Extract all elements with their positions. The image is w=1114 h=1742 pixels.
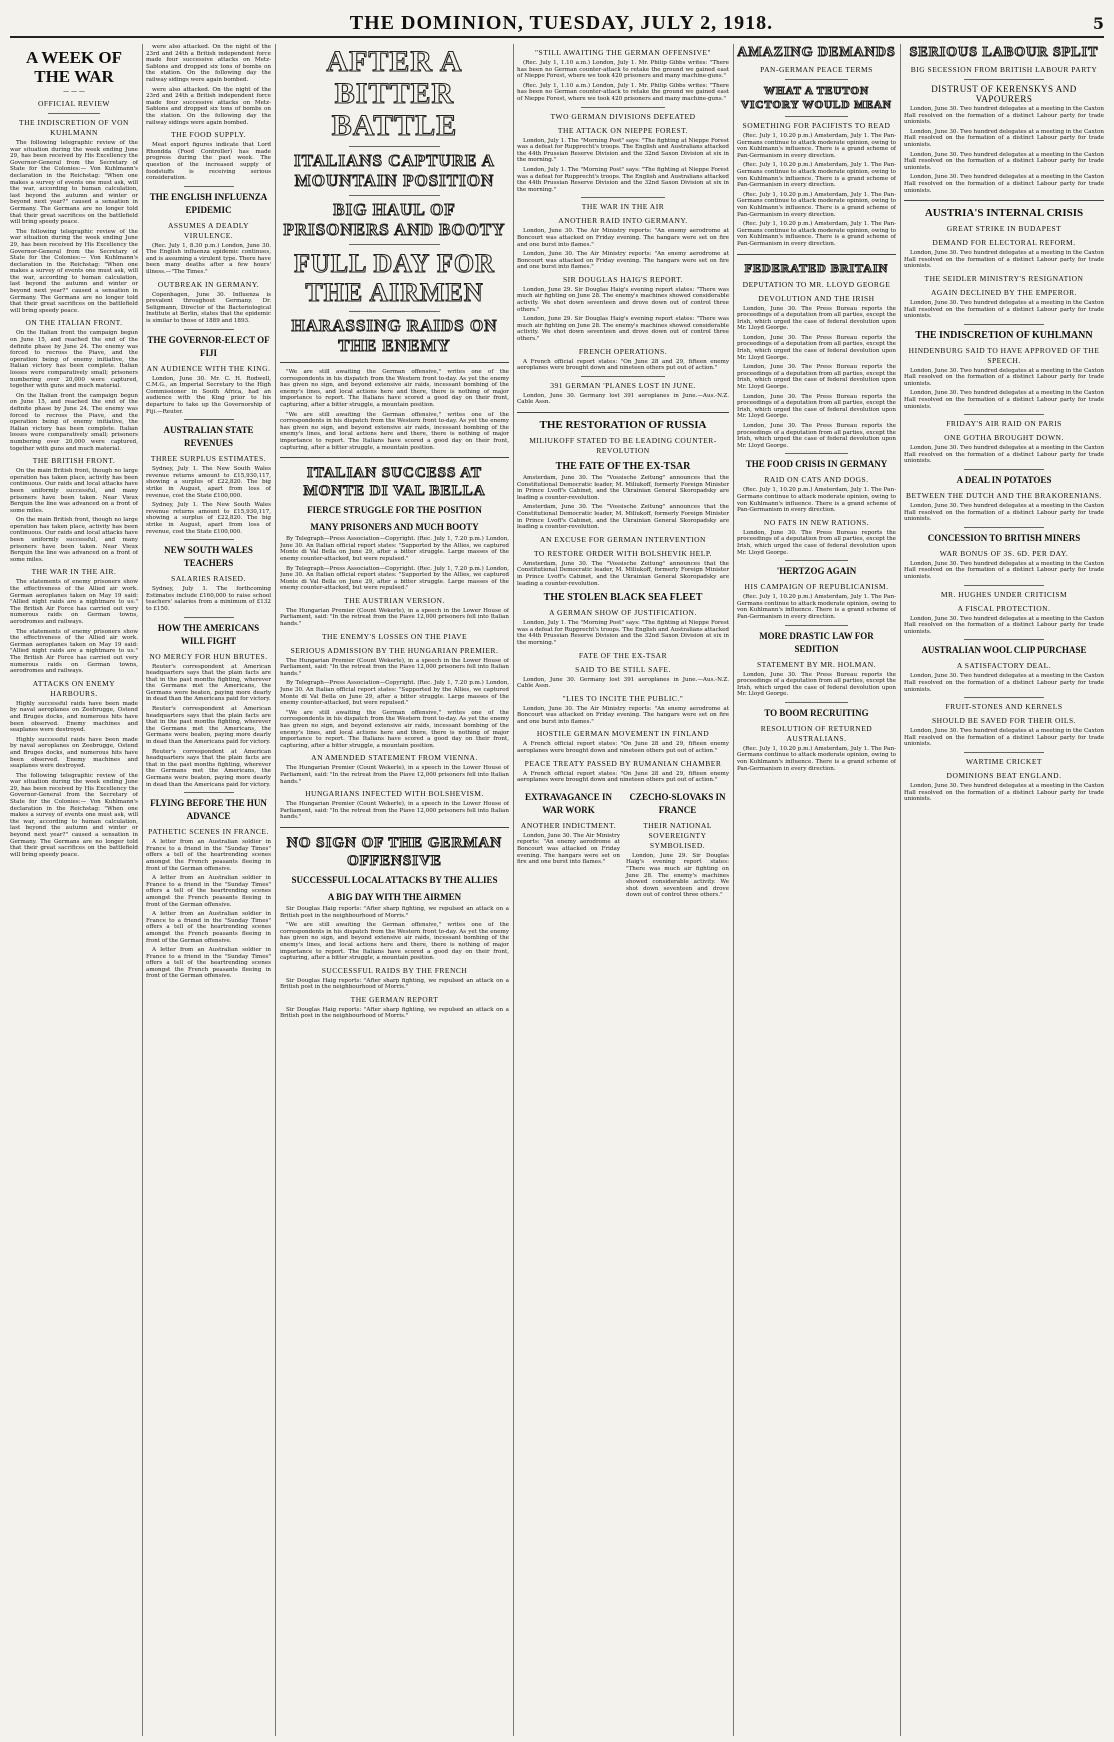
subheadline: THE AUSTRIAN VERSION. <box>344 595 445 605</box>
headline: SERIOUS LABOUR SPLIT <box>909 45 1099 60</box>
article-text: (Rec. July 1, 8.30 p.m.) London, June 30. The English influenza epidemic continues, and is assuming a virulent type. There have been many deaths after a few hours' illness.—"The Times." <box>146 242 271 276</box>
divider <box>785 453 849 454</box>
subheadline: THREE SURPLUS ESTIMATES. <box>150 454 267 464</box>
subheadline: SUCCESSFUL LOCAL ATTACKS BY THE ALLIES <box>291 874 498 885</box>
article-text: London, June 30. The Air Ministry reports: "An enemy aerodrome at Boncourt was attacked on Friday evening. The hangars were set on fire and one burst into flames." <box>517 832 620 866</box>
headline: FEDERATED BRITAIN <box>744 260 889 275</box>
article-text: A French official report states: "On June 28 and 29, fifteen enemy aeroplanes were brought down and nineteen others put out of action." <box>517 770 729 784</box>
divider <box>964 324 1044 325</box>
divider <box>785 560 849 561</box>
divider <box>517 412 729 413</box>
headline: THE INDISCRETION OF KUHLMANN <box>915 329 1093 341</box>
headline: THE RESTORATION OF RUSSIA <box>539 419 707 431</box>
column-rule <box>513 44 514 1736</box>
page-number: 5 <box>1092 13 1104 33</box>
divider <box>964 585 1044 586</box>
subheadline: ON THE ITALIAN FRONT. <box>25 318 123 328</box>
column-rule <box>275 44 276 1736</box>
subheadline: OUTBREAK IN GERMANY. <box>157 279 260 289</box>
divider <box>964 697 1044 698</box>
headline: WARTIME CRICKET <box>965 756 1042 766</box>
article-text: London, June 30. Two hundred delegates at a meeting in the Caxton Hall resolved on the formation of a distinct Labour party for trade unionists. <box>904 174 1104 194</box>
headline: 'HERTZOG AGAIN <box>776 566 857 577</box>
article-text: Sydney, July 1. The New South Wales revenue returns amount to £15,930,117, showing a surplus of £22,820. The big strike in August, apart from loss of revenue, cost the State £100,000. <box>146 502 271 535</box>
article-text: London, June 30. Mr. C. H. Rodwell, C.M.G., an Imperial Secretary to the High Commissioner in South Africa, had an audience with the King prior to his departure to take up the Governorship of Fiji.—Reuter. <box>146 375 271 415</box>
article-text: London, June 30. Germany lost 391 aeroplanes in June.—Aus.-N.Z. Cable Assn. <box>517 392 729 406</box>
column-3 <box>280 44 509 1736</box>
headline: TWO GERMAN DIVISIONS DEFEATED <box>550 111 696 121</box>
column-rule <box>733 44 734 1736</box>
subheadline: THE BRITISH FRONT. <box>32 456 116 466</box>
subheadline: ONE GOTHA BROUGHT DOWN. <box>944 433 1064 443</box>
article-text: (Rec. July 1, 1.10 a.m.) London, July 1. Mr. Philip Gibbs writes: "There has been no German counter-attack to retake the ground we gained east of Nieppe Forest, where we took 420 prisoners and many machine-guns." <box>517 82 729 102</box>
divider <box>785 702 849 703</box>
subheadline: THE ENEMY'S LOSSES ON THE PIAVE <box>321 631 468 641</box>
newspaper-title: THE DOMINION, TUESDAY, JULY 2, 1918. <box>349 11 774 34</box>
subheadline: RAID ON CATS AND DOGS. <box>764 475 869 485</box>
subheadline: SERIOUS ADMISSION BY THE HUNGARIAN PREMIER. <box>290 645 499 655</box>
article-text: London, July 1. The "Morning Post" says: "The fighting at Nieppe Forest was a defeat for Rupprecht's troops. The English and Australians attacked the 44th Prussian Reserve Division and the 32nd Saxon Division at six in the morning." <box>517 166 729 193</box>
subheadline: AN AUDIENCE WITH THE KING. <box>146 363 271 373</box>
article-text: London, June 30. Germany lost 391 aeroplanes in June.—Aus.-N.Z. Cable Assn. <box>517 676 729 690</box>
article-text: London, June 30. Two hundred delegates at a meeting in the Caxton Hall resolved on the formation of a distinct Labour party for trade unionists. <box>904 615 1104 635</box>
article-text: Sydney, July 1. The New South Wales revenue returns amount to £15,930,117, showing a surplus of £22,820. The big strike in August, apart from loss of revenue, cost the State £100,000. <box>146 466 271 499</box>
article-text: Reuter's correspondent at American headquarters says that the plain facts are that in the past months fighting, wherever the Germans met the Americans, the Germans were beaten, paying more dearly in dead than the Americans paid for victory. <box>146 748 271 788</box>
subheadline: PEACE TREATY PASSED BY RUMANIAN CHAMBER <box>524 758 722 768</box>
subheadline: WAR BONUS OF 3S. 6D. PER DAY. <box>939 548 1069 558</box>
subheadline: SOMETHING FOR PACIFISTS TO READ <box>742 121 891 130</box>
article-text: London, June 30. Two hundred delegates at a meeting in the Caxton Hall resolved on the formation of a distinct Labour party for trade unionists. <box>904 151 1104 171</box>
divider <box>349 195 441 196</box>
article-text: London, June 30. Two hundred delegates at a meeting in the Caxton Hall resolved on the formation of a distinct Labour party for trade unionists. <box>904 782 1104 803</box>
subheadline: THE FOOD SUPPLY. <box>171 130 246 140</box>
subheadline: DOMINIONS BEAT ENGLAND. <box>946 770 1062 780</box>
masthead <box>10 10 1104 38</box>
article-text: On the Italian front the campaign begun on June 15, and reached the end of the definite phase by June 24. The enemy was forced to recross the Piave, and the operation being of enemy initiative, the Italian victory has been complete. Italian losses were comparatively small; prisoners numbering over 20,000 were captured, together with guns and much material. <box>10 392 138 452</box>
divider <box>737 254 896 255</box>
column-4 <box>517 44 729 1736</box>
divider <box>349 244 441 245</box>
article-text: "We are still awaiting the German offensive," writes one of the correspondents in his dispatch from the Western front to-day. As yet the enemy has given no sign, and beyond extensive air raids, incessant bombing of the enemy's lines, and local actions here and there, there is nothing of major importance to report. The Italians have scored a good day on their front, capturing, after a bitter struggle, a mountain position. <box>280 922 509 962</box>
article-text: By Telegraph—Press Association—Copyright. (Rec. July 1, 7.20 p.m.) London, June 30. An Italian official report states: "Supported by the Allies, we captured Monte di Val Bella on June 29, after a bitter struggle. Large masses of the enemy counter-attacked, but were repulsed." <box>280 536 509 562</box>
article-text: The Hungarian Premier (Count Wekerle), in a speech in the Lower House of Parliament, said: "In the retreat from the Piave 12,000 prisoners fell into Italian hands." <box>280 765 509 785</box>
split-row <box>517 787 729 902</box>
divider <box>581 107 666 108</box>
headline: THE WAR IN THE AIR <box>581 202 665 212</box>
divider <box>184 617 234 618</box>
article-text: Meat export figures indicate that Lord Rhondda (Food Controller) has made progress during the past week. The question of the increased supply of foodstuffs is receiving serious consideration. <box>146 142 271 182</box>
article-text: London, July 1. The "Morning Post" says: "The fighting at Nieppe Forest was a defeat for Rupprecht's troops. The English and Australians attacked the 44th Prussian Reserve Division and the 32nd Saxon Division at six in the morning." <box>517 620 729 646</box>
article-text: Amsterdam, June 30. The "Vossische Zeitung" announces that the Constitutional Democratic leader, M. Miliukoff, formerly Foreign Minister in Prince Lvoff's Cabinet, and the Ukrainian General Skoropadsky are leading a counter-revolution. <box>517 560 729 587</box>
headline: AMAZING DEMANDS <box>737 45 896 60</box>
article-text: A letter from an Australian soldier in France to a friend in the "Sunday Times" offers a tell of the heartrending scenes amongst the French peasants fleeing in front of the German offensive. <box>146 947 271 980</box>
divider <box>280 827 509 828</box>
article-text: London, June 30. The Press Bureau reports the proceedings of a deputation from all parties, except the Irish, which urged the case of federal devolution upon Mr. Lloyd George. <box>737 364 896 391</box>
subheadline: MANY PRISONERS AND MUCH BOOTY <box>310 522 479 533</box>
headline: "STILL AWAITING THE GERMAN OFFENSIVE" <box>534 48 712 57</box>
subheadline: FATE OF THE EX-TSAR <box>578 650 668 660</box>
article-text: Reuter's correspondent at American headquarters says that the plain facts are that in the past months fighting, wherever the Germans met the Americans, the Germans were beaten, paying more dearly in dead than the Americans paid for victory. <box>146 706 271 746</box>
subheadline: SALARIES RAISED. <box>171 574 246 584</box>
article-text: A French official report states: "On June 28 and 29, fifteen enemy aeroplanes were brought down and nineteen others put out of action." <box>517 358 729 372</box>
divider <box>184 186 234 187</box>
subheadline: DEVOLUTION AND THE IRISH <box>758 293 875 303</box>
divider <box>785 79 849 80</box>
article-text: London, June 30. Two hundred delegates at a meeting in the Caxton Hall resolved on the formation of a distinct Labour party for trade unionists. <box>904 445 1104 465</box>
headline: THE FOOD CRISIS IN GERMANY <box>745 459 888 470</box>
article-text: London, June 30. Two hundred delegates at a meeting in the Caxton Hall resolved on the formation of a distinct Labour party for trade unionists. <box>904 250 1104 270</box>
article-text: London, June 30. The Press Bureau reports the proceedings of a deputation from all parties, except the Irish, which urged the case of federal devolution upon Mr. Lloyd George. <box>737 423 896 449</box>
divider <box>785 625 849 626</box>
main-headline: AFTER A BITTER BATTLE <box>326 45 463 142</box>
article-text: The following telegraphic review of the war situation during the week ending June 29, has been received by His Excellency the Governor-General from the Secretary of State for the Colonies:— Von Kuhlmann's declaration in the Reichstag: "When one makes a survey of events one must ask, will the war, according to human calculation, last beyond the autumn and winter or beyond next year?" caused a sensation in Germany. The Germans are no longer told that their great sacrifices on the battlefield will bring speedy peace. <box>10 772 138 858</box>
column-2 <box>146 44 271 1736</box>
article-text: "We are still awaiting the German offensive," writes one of the correspondents in his dispatch from the Western front to-day. As yet the enemy has given no sign, and beyond extensive air raids, incessant bombing of the enemy's lines, and local actions here and there, there is nothing of major importance to report. The Italians have scored a good day on their front, capturing, after a bitter struggle, a mountain position. <box>280 709 509 749</box>
headline: FRUIT-STONES AND KERNELS <box>945 702 1063 712</box>
headline: MORE DRASTIC LAW FOR SEDITION <box>759 630 874 654</box>
subheadline: ASSUMES A DEADLY VIRULENCE. <box>167 220 249 240</box>
split-left <box>517 787 620 902</box>
article-text: Sir Douglas Haig reports: "After sharp fighting, we repulsed an attack on a British post in the neighbourhood of Morris." <box>280 977 509 991</box>
headline: AUSTRALIAN WOOL CLIP PURCHASE <box>921 645 1087 656</box>
article-text: London, June 30. The Air Ministry reports: "An enemy aerodrome at Boncourt was attacked on Friday evening. The hangars were set on fire and one burst into flames." <box>517 705 729 725</box>
divider <box>904 200 1104 201</box>
subheadline: FRENCH OPERATIONS. <box>578 346 668 356</box>
subheadline: THEIR NATIONAL SOVEREIGNTY SYMBOLISED. <box>643 820 712 850</box>
article-text: On the Italian front the campaign begun on June 15, and reached the end of the definite phase by June 24. The enemy was forced to recross the Piave, and the operation being of enemy initiative, the Italian victory has been complete. Italian losses were comparatively small; prisoners numbering over 20,000 were captured, together with guns and much material. <box>10 330 138 390</box>
subheadline: AN EXCUSE FOR GERMAN INTERVENTION <box>540 534 706 544</box>
headline: CONCESSION TO BRITISH MINERS <box>927 532 1081 543</box>
article-text: The Hungarian Premier (Count Wekerle), in a speech in the Lower House of Parliament, said: "In the retreat from the Piave 12,000 prisoners fell into Italian hands." <box>280 607 509 628</box>
article-text: A letter from an Australian soldier in France to a friend in the "Sunday Times" offers a tell of the heartrending scenes amongst the French peasants fleeing in front of the German offensive. <box>146 911 271 944</box>
subheadline: "LIES TO INCITE THE PUBLIC." <box>562 693 684 703</box>
subheadline: BETWEEN THE DUTCH AND THE BRAKORENIANS. <box>906 491 1102 501</box>
subheadline: THE FATE OF THE EX-TSAR <box>555 461 691 472</box>
article-text: Highly successful raids have been made by naval aeroplanes on Zeebrugge, Ostend and Bruges docks, and numerous hits have been observed. Enemy machines and seaplanes were destroyed. <box>10 736 138 770</box>
subheadline: THE WAR IN THE AIR. <box>31 567 117 577</box>
headline: FULL DAY FOR THE AIRMEN <box>294 249 495 307</box>
subheadline: DISTRUST OF KERENSKYS AND VAPOURERS <box>931 84 1077 104</box>
divider <box>280 457 509 458</box>
headline: A WEEK OF THE WAR <box>25 48 123 86</box>
subheadline: THE SEIDLER MINISTRY'S RESIGNATION <box>924 273 1084 283</box>
divider <box>785 116 849 117</box>
article-text: "We are still awaiting the German offensive," writes one of the correspondents in his dispatch from the Western front to-day. As yet the enemy has given no sign, and beyond extensive air raids, incessant bombing of the enemy's lines, and local actions here and there, there is nothing of major importance to report. The Italians have scored a good day on their front, capturing, after a bitter struggle, a mountain position. <box>280 369 509 408</box>
subheadline: THE ATTACK ON NIEPPE FOREST. <box>557 125 689 135</box>
headline: THE ENGLISH INFLUENZA EPIDEMIC <box>149 191 268 215</box>
subheadline: AN AMENDED STATEMENT FROM VIENNA. <box>311 753 478 763</box>
article-text: London, June 30. Two hundred delegates at a meeting in the Caxton Hall resolved on the formation of a distinct Labour party for trade unionists. <box>904 367 1104 387</box>
article-text: London, June 30. Two hundred delegates at a meeting in the Caxton Hall resolved on the formation of a distinct Labour party for trade unionists. <box>904 128 1104 148</box>
headline: EXTRAVAGANCE IN WAR WORK <box>525 791 612 815</box>
article-text: were also attacked. On the night of the 23rd and 24th a British independent force made four successive attacks on Metz-Sablons and dropped six tons of bombs on the station. On the following day the railway sidings were again bombed. <box>146 86 271 126</box>
subheadline: OFFICIAL REVIEW <box>37 99 110 108</box>
article-text: Amsterdam, June 30. The "Vossische Zeitung" announces that the Constitutional Democratic leader, M. Miliukoff, formerly Foreign Minister in Prince Lvoff's Cabinet, and the Ukrainian General Skoropadsky are leading a counter-revolution. <box>517 475 729 501</box>
article-text: London, June 30. The Press Bureau reports the proceedings of a deputation from all parties, except the Irish, which urged the case of federal devolution upon Mr. Lloyd George. <box>737 305 896 332</box>
article-text: "We are still awaiting the German offensive," writes one of the correspondents in his dispatch from the Western front to-day. As yet the enemy has given no sign, and beyond extensive air raids, incessant bombing of the enemy's lines, and local actions here and there, there is nothing of major importance to report. The Italians have scored a good day on their front, capturing, after a bitter struggle, a mountain position. <box>280 411 509 451</box>
subheadline: THE STOLEN BLACK SEA FLEET <box>543 592 703 604</box>
headline: ITALIAN SUCCESS AT MONTE DI VAL BELLA <box>303 465 486 500</box>
subheadline: SIR DOUGLAS HAIG'S REPORT. <box>562 274 684 284</box>
article-text: London, June 30. Two hundred delegates at a meeting in the Caxton Hall resolved on the formation of a distinct Labour party for trade unionists. <box>904 390 1104 410</box>
article-text: The following telegraphic review of the war situation during the week ending June 29, has been received by His Excellency the Governor-General from the Secretary of State for the Colonies:— Von Kuhlmann's declaration in the Reichstag: "When one makes a survey of events one must ask, will the war, according to human calculation, last beyond the autumn and winter or beyond next year?" caused a sensation in Germany. The Germans are no longer told that their great sacrifices on the battlefield will bring speedy peace. <box>10 140 138 226</box>
article-text: London, June 30. Two hundred delegates at a meeting in the Caxton Hall resolved on the formation of a distinct Labour party for trade unionists. <box>904 560 1104 580</box>
article-text: London, June 29. Sir Douglas Haig's evening report states: "There was much air fighting on June 28. The enemy's machines showed considerable activity. We shot down seventeen and drove down out of control three others." <box>517 316 729 343</box>
article-text: (Rec. July 1, 10.20 p.m.) Amsterdam, July 1. The Pan-Germans continue to attack moderate opinion, owing to von Kuhlmann's influence. There is a grand scheme of Pan-Germanism in every direction. <box>737 191 896 218</box>
subheadline: A SATISFACTORY DEAL. <box>956 661 1052 671</box>
headline: HOW THE AMERICANS WILL FIGHT <box>157 622 260 646</box>
subheadline: TO RESTORE ORDER WITH BOLSHEVIK HELP. <box>533 548 713 558</box>
divider <box>184 329 234 330</box>
article-text: London, June 29. Sir Douglas Haig's evening report states: "There was much air fighting on June 28. The enemy's machines showed considerable activity. We shot down seventeen and drove down out of control three others." <box>626 852 729 899</box>
article-text: Sir Douglas Haig reports: "After sharp fighting, we repulsed an attack on a British post in the neighbourhood of Morris." <box>280 1006 509 1020</box>
divider <box>280 362 509 363</box>
article-text: (Rec. July 1, 10.20 p.m.) Amsterdam, July 1. The Pan-Germans continue to attack moderate opinion, owing to von Kuhlmann's influence. There is a grand scheme of Pan-Germanism in every direction. <box>737 745 896 772</box>
subheadline: GREAT STRIKE IN BUDAPEST <box>946 224 1062 234</box>
headline: NEW SOUTH WALES TEACHERS <box>164 545 253 569</box>
article-text: London, July 1. The "Morning Post" says: "The fighting at Nieppe Forest was a defeat for Rupprecht's troops. The English and Australians attacked the 44th Prussian Reserve Division and the 32nd Saxon Division at six in the morning." <box>517 137 729 164</box>
headline: MR. HUGHES UNDER CRITICISM <box>940 589 1068 599</box>
subheadline: THE GERMAN REPORT <box>350 994 439 1004</box>
subheadline: SUCCESSFUL RAIDS BY THE FRENCH <box>321 965 468 975</box>
headline: A DEAL IN POTATOES <box>956 475 1052 486</box>
article-text: A letter from an Australian soldier in France to a friend in the "Sunday Times" offers a tell of the heartrending scenes amongst the French peasants fleeing in front of the German offensive. <box>146 839 271 872</box>
subheadline: A FISCAL PROTECTION. <box>957 603 1051 613</box>
subheadline: FIERCE STRUGGLE FOR THE POSITION <box>307 505 482 516</box>
subheadline: ATTACKS ON ENEMY HARBOURS. <box>32 678 116 698</box>
article-text: (Rec. July 1, 10.20 p.m.) Amsterdam, July 1. The Pan-Germans continue to attack moderate opinion, owing to von Kuhlmann's influence. There is a grand scheme of Pan-Germanism in every direction. <box>737 487 896 514</box>
article-text: Sydney, July 1. The forthcoming Estimates include £160,000 to raise school teachers' salaries from a minimum of £132 to £150. <box>146 586 271 612</box>
article-text: London, June 30. Two hundred delegates at a meeting in the Caxton Hall resolved on the formation of a distinct Labour party for trade unionists. <box>904 106 1104 126</box>
column-6 <box>904 44 1104 1736</box>
article-text: The following telegraphic review of the war situation during the week ending June 29, has been received by His Excellency the Governor-General from the Secretary of State for the Colonies:— Von Kuhlmann's declaration in the Reichstag: "When one makes a survey of events one must ask, will the war, according to human calculation, last beyond the autumn and winter or beyond next year?" caused a sensation in Germany. The Germans are no longer told that their great sacrifices on the battlefield will bring speedy peace. <box>10 228 138 314</box>
article-text: A French official report states: "On June 28 and 29, fifteen enemy aeroplanes were brought down and nineteen others put out of action." <box>517 741 729 755</box>
headline: AUSTRALIAN STATE REVENUES <box>163 425 254 449</box>
column-5 <box>737 44 896 1736</box>
article-text: Reuter's correspondent at American headquarters says that the plain facts are that in the past months fighting, wherever the Germans met the Americans, the Germans were beaten, paying more dearly in dead than the Americans paid for victory. <box>146 663 271 703</box>
headline: HARASSING RAIDS ON THE ENEMY <box>291 316 498 355</box>
subheadline: ANOTHER INDICTMENT. <box>520 820 617 830</box>
divider <box>349 311 441 312</box>
headline: FLYING BEFORE THE HUN ADVANCE <box>150 798 267 822</box>
article-text: Sir Douglas Haig reports: "After sharp fighting, we repulsed an attack on a British post in the neighbourhood of Morris." <box>280 905 509 919</box>
article-text: (Rec. July 1, 10.20 p.m.) Amsterdam, July 1. The Pan-Germans continue to attack moderate opinion, owing to von Kuhlmann's influence. There is a grand scheme of Pan-Germanism in every direction. <box>737 133 896 159</box>
subheadline: DEPUTATION TO MR. LLOYD GEORGE <box>742 279 891 289</box>
headline: 391 GERMAN 'PLANES LOST IN JUNE. <box>550 380 696 390</box>
article-text: London, June 30. The Air Ministry reports: "An enemy aerodrome at Boncourt was attacked on Friday evening. The hangars were set on fire and one burst into flames." <box>517 251 729 271</box>
headline: AUSTRIA'S INTERNAL CRISIS <box>924 207 1084 220</box>
subheadline: THE INDISCRETION OF VON KUHLMANN <box>19 118 129 137</box>
subheadline: ANOTHER RAID INTO GERMANY. <box>558 216 688 226</box>
article-text: London, June 30. The Air Ministry reports: "An enemy aerodrome at Boncourt was attacked on Friday evening. The hangars were set on fire and one burst into flames." <box>517 228 729 248</box>
article-text: (Rec. July 1, 10.20 p.m.) Amsterdam, July 1. The Pan-Germans continue to attack moderate opinion, owing to von Kuhlmann's influence. There is a grand scheme of Pan-Germanism in every direction. <box>737 162 896 189</box>
headline: FRIDAY'S AIR RAID ON PARIS <box>946 419 1062 429</box>
article-text: (Rec. July 1, 1.10 a.m.) London, July 1. Mr. Philip Gibbs writes: "There has been no German counter-attack to retake the ground we gained east of Nieppe Forest, where we took 420 prisoners and many machine-guns." <box>517 60 729 80</box>
subheadline: HOSTILE GERMAN MOVEMENT IN FINLAND <box>536 729 710 739</box>
divider <box>349 146 441 147</box>
article-text: London, June 30. Two hundred delegates at a meeting in the Caxton Hall resolved on the formation of a distinct Labour party for trade unionists. <box>904 673 1104 693</box>
article-text: The statements of enemy prisoners show the effectiveness of the Allied air work. German aeroplanes taken on May 19 said: "Allied night raids are a nightmare to us." The British Air Force has carried out very numerous raids on German towns, aerodromes and railways. <box>10 628 138 675</box>
divider <box>964 752 1044 753</box>
article-text: London, June 30. The Press Bureau reports the proceedings of a deputation from all parties, except the Irish, which urged the case of federal devolution upon Mr. Lloyd George. <box>737 671 896 698</box>
article-text: London, June 30. The Press Bureau reports the proceedings of a deputation from all parties, except the Irish, which urged the case of federal devolution upon Mr. Lloyd George. <box>737 393 896 420</box>
column-rule <box>900 44 901 1736</box>
article-text: London, June 30. Two hundred delegates at a meeting in the Caxton Hall resolved on the formation of a distinct Labour party for trade unionists. <box>904 503 1104 523</box>
subheadline: MILIUKOFF STATED TO BE LEADING COUNTER-REVOLUTION <box>529 436 717 455</box>
subheadline: PAN-GERMAN PEACE TERMS <box>760 65 873 74</box>
divider <box>184 792 234 793</box>
divider <box>964 469 1044 470</box>
article-text: London, June 30. Two hundred delegates at a meeting in the Caxton Hall resolved on the formation of a distinct Labour party for trade unionists. <box>904 299 1104 320</box>
column-rule <box>142 44 143 1736</box>
subheadline: HUNGARIANS INFECTED WITH BOLSHEVISM. <box>305 789 484 799</box>
divider <box>581 197 666 198</box>
divider <box>184 419 234 420</box>
headline: ITALIANS CAPTURE A MOUNTAIN POSITION <box>294 151 495 190</box>
headline: CZECHO-SLOVAKS IN FRANCE <box>629 791 726 815</box>
article-text: By Telegraph—Press Association—Copyright. (Rec. July 1, 7.20 p.m.) London, June 30. An Italian official report states: "Supported by the Allies, we captured Monte di Val Bella on June 29, after a bitter struggle. Large masses of the enemy counter-attacked, but were repulsed." <box>280 680 509 707</box>
subheadline: RESOLUTION OF RETURNED AUSTRALIANS. <box>760 723 873 743</box>
article-text: London, June 30. Two hundred delegates at a meeting in the Caxton Hall resolved on the formation of a distinct Labour party for trade unionists. <box>904 728 1104 748</box>
divider <box>964 639 1044 640</box>
subheadline: A GERMAN SHOW OF JUSTIFICATION. <box>549 608 697 618</box>
subheadline: AGAIN DECLINED BY THE EMPEROR. <box>930 287 1078 297</box>
article-text: Copenhagen, June 30. Influenza is prevalent throughout Germany. Dr. Seligmann, Director of the Bacteriological Institute at Berlin, states that the epidemic is similar to those of 1889 and 1893. <box>146 291 271 325</box>
divider <box>964 414 1044 415</box>
headline: THE GOVERNOR-ELECT OF FIJI <box>147 334 270 358</box>
article-text: The statements of enemy prisoners show the effectiveness of the Allied air work. German aeroplanes taken on May 19 said: "Allied night raids are a nightmare to us." The British Air Force has carried out very numerous raids on German towns, aerodromes and railways. <box>10 579 138 625</box>
subheadline: NO MERCY FOR HUN BRUTES. <box>149 651 268 661</box>
divider: — — — <box>63 88 85 95</box>
headline: BIG HAUL OF PRISONERS AND BOOTY <box>283 200 506 239</box>
subheadline: PATHETIC SCENES IN FRANCE. <box>148 827 269 837</box>
subheadline: SHOULD BE SAVED FOR THEIR OILS. <box>932 716 1076 726</box>
split-right <box>626 787 729 902</box>
article-text: London, June 30. The Press Bureau reports the proceedings of a deputation from all parties, except the Irish, which urged the case of federal devolution upon Mr. Lloyd George. <box>737 334 896 361</box>
subheadline: BIG SECESSION FROM BRITISH LABOUR PARTY <box>910 65 1098 74</box>
article-text: On the main British front, though no large operation has taken place, activity has been continuous. Our raids and local attacks have been uniformly successful, and many prisoners have been taken. Near Vieux Berquin the line was advanced on a front of some miles. <box>10 468 138 514</box>
article-text: were also attacked. On the night of the 23rd and 24th a British independent force made four successive attacks on Metz-Sablons and dropped six tons of bombs on the station. On the following day the railway sidings were again bombed. <box>146 44 271 83</box>
subheadline: NO FATS IN NEW RATIONS. <box>763 517 870 527</box>
headline: WHAT A TEUTON VICTORY WOULD MEAN <box>741 85 892 111</box>
divider <box>581 376 666 377</box>
article-text: Highly successful raids have been made by naval aeroplanes on Zeebrugge, Ostend and Bruges docks, and numerous hits have been observed. Enemy machines and seaplanes were destroyed. <box>10 700 138 734</box>
article-text: By Telegraph—Press Association—Copyright. (Rec. July 1, 7.20 p.m.) London, June 30. An Italian official report states: "Supported by the Allies, we captured Monte di Val Bella on June 29, after a bitter struggle. Large masses of the enemy counter-attacked, but were repulsed." <box>280 565 509 592</box>
article-text: The Hungarian Premier (Count Wekerle), in a speech in the Lower House of Parliament, said: "In the retreat from the Piave 12,000 prisoners fell into Italian hands." <box>280 657 509 677</box>
divider <box>964 79 1044 80</box>
divider <box>48 113 99 114</box>
headline: NO SIGN OF THE GERMAN OFFENSIVE <box>286 834 503 869</box>
subheadline: A BIG DAY WITH THE AIRMEN <box>327 891 462 902</box>
article-text: London, June 30. The Press Bureau reports the proceedings of a deputation from all parties, except the Irish, which urged the case of federal devolution upon Mr. Lloyd George. <box>737 529 896 556</box>
article-text: The Hungarian Premier (Count Wekerle), in a speech in the Lower House of Parliament, said: "In the retreat from the Piave 12,000 prisoners fell into Italian hands." <box>280 801 509 821</box>
article-text: A letter from an Australian soldier in France to a friend in the "Sunday Times" offers a tell of the heartrending scenes amongst the French peasants fleeing in front of the German offensive. <box>146 875 271 908</box>
subheadline: HINDENBURG SAID TO HAVE APPROVED OF THE SPEECH. <box>908 345 1100 365</box>
divider <box>184 539 234 540</box>
subheadline: HIS CAMPAIGN OF REPUBLICANISM. <box>744 582 889 592</box>
column-1 <box>10 44 138 1736</box>
headline: TO BOOM RECRUITING <box>764 707 869 718</box>
article-text: On the main British front, though no large operation has taken place, activity has been continuous. Our raids and local attacks have been uniformly successful, and many prisoners have been taken. Near Vieux Berquin the line was advanced on a front of some miles. <box>10 517 138 563</box>
subheadline: STATEMENT BY MR. HOLMAN. <box>756 659 877 669</box>
article-text: London, June 29. Sir Douglas Haig's evening report states: "There was much air fighting on June 28. The enemy's machines showed considerable activity. We shot down seventeen and drove down out of control three others." <box>517 286 729 313</box>
article-text: Amsterdam, June 30. The "Vossische Zeitung" announces that the Constitutional Democratic leader, M. Miliukoff, formerly Foreign Minister in Prince Lvoff's Cabinet, and the Ukrainian General Skoropadsky are leading a counter-revolution. <box>517 504 729 531</box>
subheadline: SAID TO BE STILL SAFE. <box>575 664 671 674</box>
article-text: (Rec. July 1, 10.20 p.m.) Amsterdam, July 1. The Pan-Germans continue to attack moderate opinion, owing to von Kuhlmann's influence. There is a grand scheme of Pan-Germanism in every direction. <box>737 594 896 620</box>
article-text: (Rec. July 1, 10.20 p.m.) Amsterdam, July 1. The Pan-Germans continue to attack moderate opinion, owing to von Kuhlmann's influence. There is a grand scheme of Pan-Germanism in every direction. <box>737 221 896 247</box>
divider <box>964 527 1044 528</box>
subheadline: DEMAND FOR ELECTORAL REFORM. <box>932 238 1076 248</box>
